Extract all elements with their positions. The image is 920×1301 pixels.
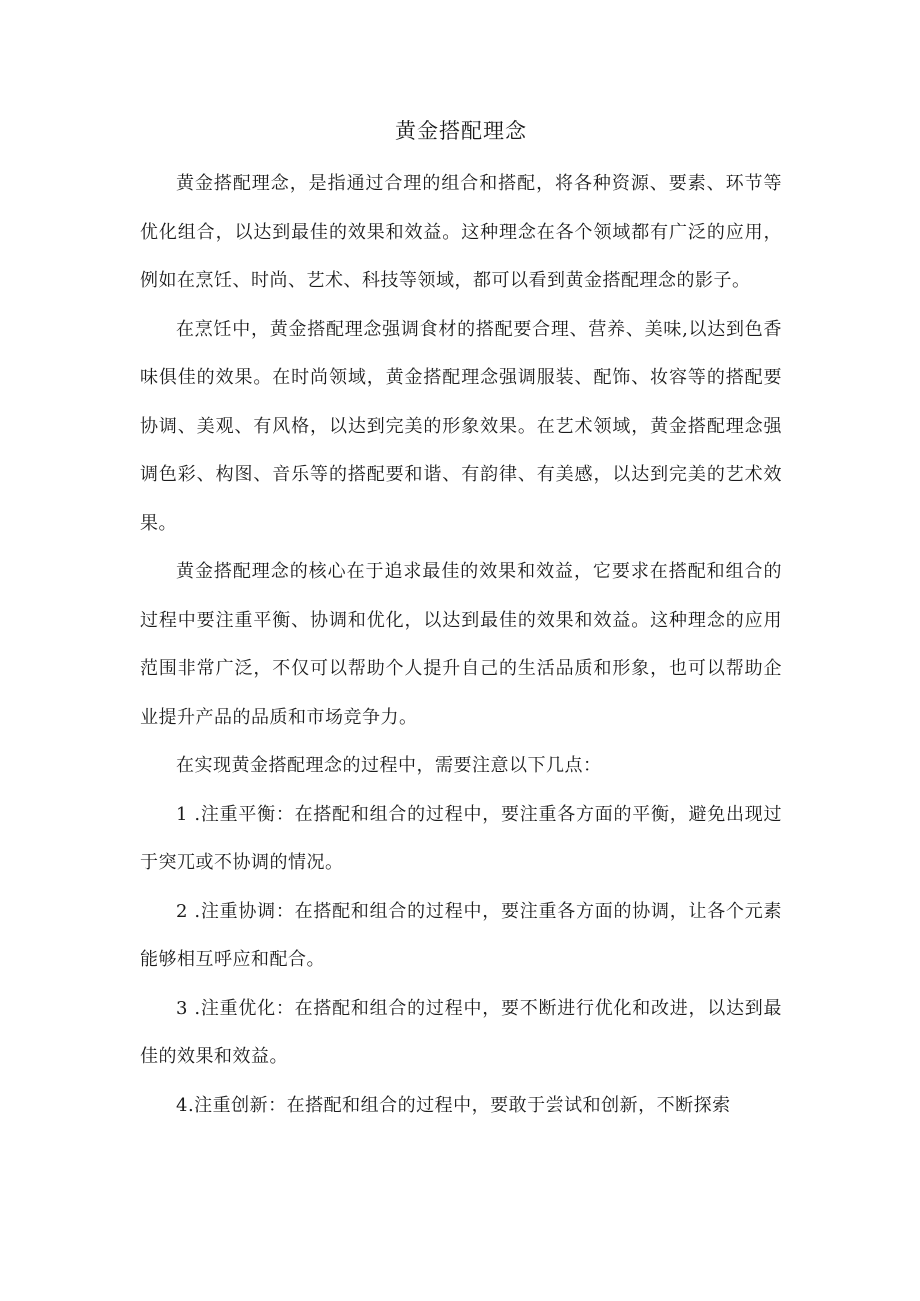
document-title: 黄金搭配理念 xyxy=(395,119,527,143)
point-coordination: 2 .注重协调：在搭配和组合的过程中，要注重各方面的协调，让各个元素能够相互呼应和配合。 xyxy=(140,900,782,970)
point-balance: 1 .注重平衡：在搭配和组合的过程中，要注重各方面的平衡，避免出现过于突兀或不协调的情况。 xyxy=(140,803,782,873)
paragraph-intro: 黄金搭配理念，是指通过合理的组合和搭配，将各种资源、要素、环节等优化组合，以达到最佳的效果和效益。这种理念在各个领域都有广泛的应用，例如在烹饪、时尚、艺术、科技等领域，都可以看到黄金搭配理念的影子。 xyxy=(140,173,782,291)
point-optimization: 3 .注重优化：在搭配和组合的过程中，要不断进行优化和改进，以达到最佳的效果和效益。 xyxy=(140,997,782,1067)
paragraph-core: 黄金搭配理念的核心在于追求最佳的效果和效益，它要求在搭配和组合的过程中要注重平衡、协调和优化，以达到最佳的效果和效益。这种理念的应用范围非常广泛，不仅可以帮助个人提升自己的生活品质和形象，也可以帮助企业提升产品的品质和市场竞争力。 xyxy=(140,561,782,728)
paragraph-points-intro: 在实现黄金搭配理念的过程中，需要注意以下几点： xyxy=(176,755,602,776)
point-innovation: 4.注重创新：在搭配和组合的过程中，要敢于尝试和创新，不断探索 xyxy=(176,1094,731,1116)
paragraph-domains: 在烹饪中，黄金搭配理念强调食材的搭配要合理、营养、美味,以达到色香味俱佳的效果。在时尚领域，黄金搭配理念强调服装、配饰、妆容等的搭配要协调、美观、有风格，以达到完美的形象效果。在艺术领域，黄金搭配理念强调色彩、构图、音乐等的搭配要和谐、有韵律、有美感，以达到完美的艺术效果。 xyxy=(140,318,782,534)
